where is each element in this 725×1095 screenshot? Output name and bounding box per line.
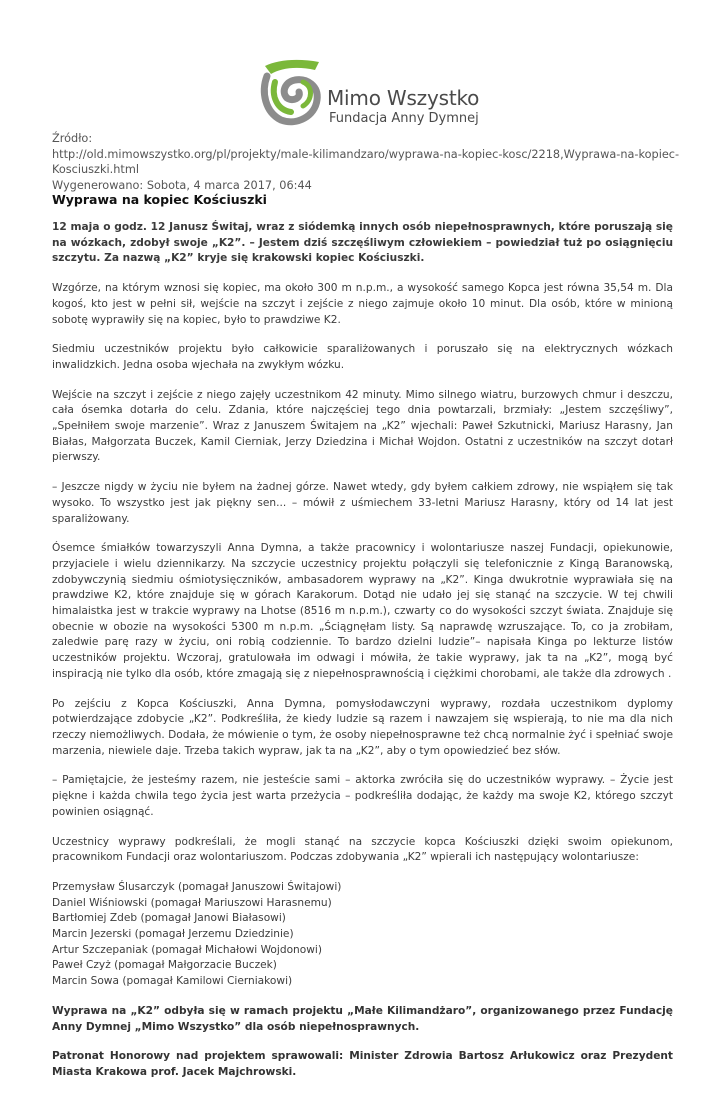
list-item: Paweł Czyż (pomagał Małgorzacie Buczek) <box>52 959 277 972</box>
source-url[interactable]: http://old.mimowszystko.org/pl/projekty/male-kilimandzaro/wyprawa-na-kopiec-kosc/2218,Wyprawa-na-kopiec-Kosciuszki.html <box>52 147 680 176</box>
list-item: Marcin Sowa (pomagał Kamilowi Cierniakowi) <box>52 975 293 988</box>
paragraph: Po zejściu z Kopca Kościuszki, Anna Dymna, pomysłodawczyni wyprawy, rozdała uczestnikom dyplomy potwierdzające zdobycie „K2”. Podkreśliła, że kiedy ludzie są razem i nawzajem się wspierają, to nie ma dla nich rzeczy niemożliwych. Dodała, że mówienie o tym, że osoby niepełnosprawne też chcą normalnie żyć i spełniać swoje marzenia, niewiele daje. Trzeba takich wypraw, jak ta na „K2”, aby o tym opowiedzieć bez słów. <box>52 697 673 757</box>
paragraph: Wzgórze, na którym wznosi się kopiec, ma około 300 m n.p.m., a wysokość samego Kopca jest równa 35,54 m. Dla kogoś, kto jest w pełni sił, wejście na szczyt i zejście z niego zajmuje około 10 minut. Dla osób, które w minioną sobotę wyprawiły się na kopiec, było to prawdziwe K2. <box>52 282 673 326</box>
paragraph: Ósemce śmiałków towarzyszyli Anna Dymna, a także pracownicy i wolontariusze naszej Fundacji, opiekunowie, przyjaciele i wielu dziennikarzy. Na szczycie uczestnicy projektu połączyli się telefonicznie z Kingą Baranowską, zdobywczynią siedmiu ośmiotysięczników, ambasadorem wyprawy na „K2”. Kinga dwukrotnie wyprawiała się na prawdziwe K2, które znajduje się w górach Karakorum. Dotąd nie udało jej się stanąć na szczycie. W tej chwili himalaistka jest w trakcie wyprawy na Lhotse (8516 m n.p.m.), czwarty co do wysokości szczyt świata. Znajduje się obecnie w obozie na wysokości 5300 m n.p.m. „Ściągnęłam listy. Są naprawdę wzruszające. To, co ja zrobiłam, zaledwie parę razy w życiu, oni robią codziennie. To bardzo dzielni ludzie”– napisała Kinga po lekturze listów uczestników projektu. Wczoraj, gratulowała im odwagi i mówiła, że takie wyprawy, jak ta na „K2”, mogą być inspiracją nie tylko dla osób, które zmagają się z niepełnosprawnością i ciężkimi chorobami, ale także dla zdrowych . <box>52 542 673 680</box>
logo-title: Mimo Wszystko <box>327 86 480 110</box>
article-lead: 12 maja o godz. 12 Janusz Świtaj, wraz z siódemką innych osób niepełnosprawnych, które poruszają się na wózkach, zdobył swoje „K2”. – Jestem dziś szczęśliwym człowiekiem – powiedział tuż po osiągnięciu szczytu. Za nazwą „K2” kryje się krakowski kopiec Kościuszki. <box>52 221 673 265</box>
paragraph: Wejście na szczyt i zejście z niego zajęły uczestnikom 42 minuty. Mimo silnego wiatru, burzowych chmur i deszczu, cała ósemka dotarła do celu. Zdania, które najczęściej tego dnia powtarzali, brzmiały: „Jestem szczęśliwy”, „Spełniłem swoje marzenie”. Wraz z Januszem Świtajem na „K2” wjechali: Paweł Szkutnicki, Mariusz Harasny, Jan Białas, Małgorzata Buczek, Kamil Cierniak, Jerzy Dziedzina i Michał Wojdon. Ostatni z uczestników na szczyt dotarł pierwszy. <box>52 388 673 464</box>
list-item: Marcin Jezerski (pomagał Jerzemu Dziedzinie) <box>52 928 294 941</box>
article-body <box>52 220 673 1095</box>
list-item: Daniel Wiśniowski (pomagał Mariuszowi Harasnemu) <box>52 896 332 909</box>
source-label: Źródło: <box>52 132 93 145</box>
list-item: Bartłomiej Zdeb (pomagał Janowi Białasowi) <box>52 912 286 925</box>
spiral-logo-icon <box>257 56 327 126</box>
closing-paragraph: Wyprawa na „K2” odbyła się w ramach projektu „Małe Kilimandżaro”, organizowanego przez Fundację Anny Dymnej „Mimo Wszystko” dla osób niepełnosprawnych. <box>52 1004 673 1033</box>
document-meta <box>52 131 682 193</box>
volunteer-list <box>52 880 673 990</box>
paragraph: – Pamiętajcie, że jesteśmy razem, nie jesteście sami – aktorka zwróciła się do uczestników wyprawy. – Życie jest piękne i każda chwila tego życia jest warta przeżycia – podkreśliła dodając, że każdy ma swoje K2, którego szczyt powinien osiągnąć. <box>52 774 673 818</box>
paragraph: – Jeszcze nigdy w życiu nie byłem na żadnej górze. Nawet wtedy, gdy byłem całkiem zdrowy, nie wspiąłem się tak wysoko. To wszystko jest jak piękny sen... – mówił z uśmiechem 33-letni Mariusz Harasny, który od 14 lat jest sparaliżowany. <box>52 481 673 525</box>
logo-subtitle: Fundacja Anny Dymnej <box>329 111 479 126</box>
paragraph: Uczestnicy wyprawy podkreślali, że mogli stanąć na szczycie kopca Kościuszki dzięki swoim opiekunom, pracownikom Fundacji oraz wolontariuszom. Podczas zdobywania „K2” wpierali ich następujący wolontariusze: <box>52 835 673 864</box>
foundation-logo <box>257 56 480 132</box>
closing-paragraph: Patronat Honorowy nad projektem sprawowali: Minister Zdrowia Bartosz Arłukowicz oraz Prezydent Miasta Krakowa prof. Jacek Majchrowski. <box>52 1050 673 1078</box>
paragraph: Siedmiu uczestników projektu było całkowicie sparaliżowanych i poruszało się na elektrycznych wózkach inwalidzkich. Jedna osoba wjechała na zwykłym wózku. <box>52 343 673 371</box>
list-item: Artur Szczepaniak (pomagał Michałowi Wojdonowi) <box>52 943 322 956</box>
generated-date: Wygenerowano: Sobota, 4 marca 2017, 06:44 <box>52 178 312 192</box>
list-item: Przemysław Ślusarczyk (pomagał Januszowi Świtajowi) <box>52 880 342 893</box>
article-title: Wyprawa na kopiec Kościuszki <box>52 192 267 207</box>
